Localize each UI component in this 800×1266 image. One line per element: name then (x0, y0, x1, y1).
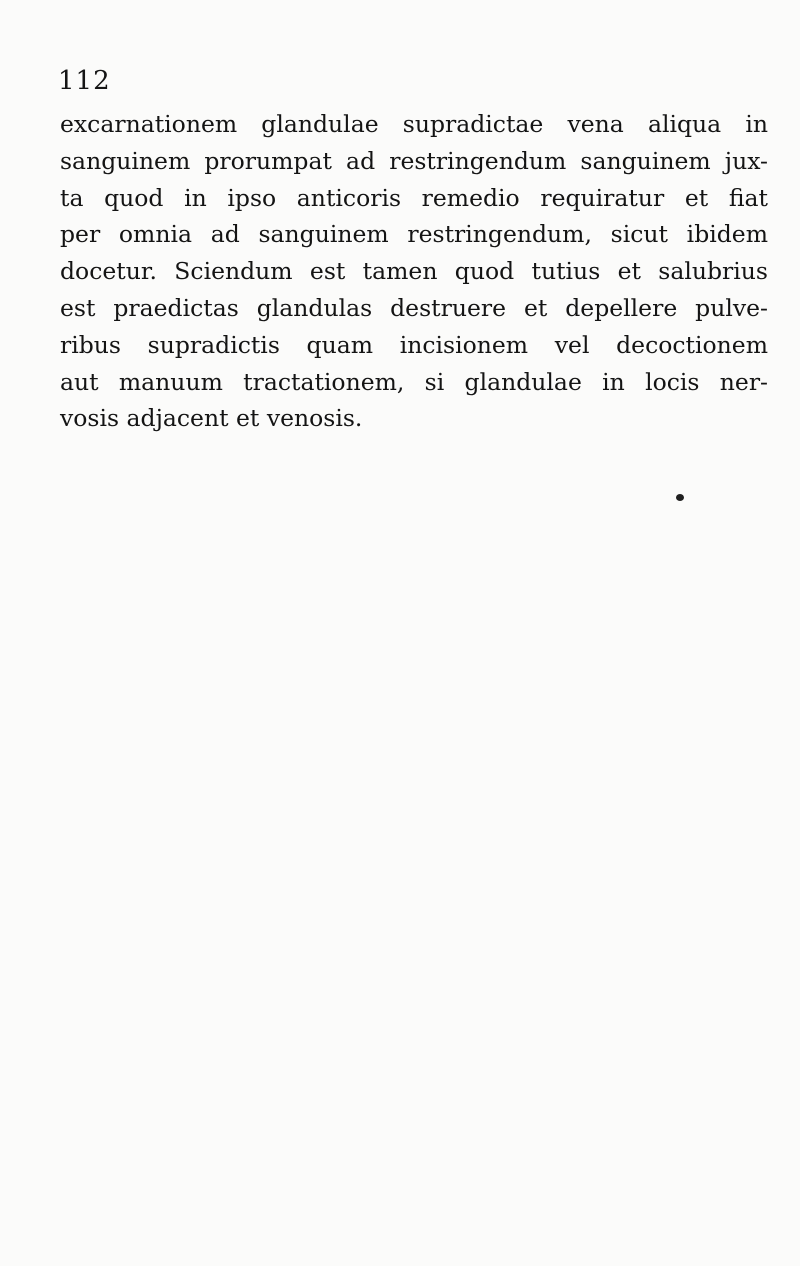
text-line: ta quod in ipso anticoris remedio requiratur et fiat (60, 183, 768, 212)
text-line: excarnationem glandulae supradictae vena aliqua in (60, 110, 768, 138)
text-line: aut manuum tractationem, si glandulae in locis ner- (60, 367, 768, 396)
page-number: 112 (58, 66, 111, 96)
body-text (60, 106, 768, 437)
text-line: vosis adjacent et venosis. (60, 404, 363, 433)
text-line: docetur. Sciendum est tamen quod tutius et salubrius (60, 257, 768, 286)
text-line: sanguinem prorumpat ad restringendum sanguinem jux- (60, 146, 768, 175)
text-line: ribus supradictis quam incisionem vel decoctionem (60, 330, 768, 359)
text-line: est praedictas glandulas destruere et depellere pulve- (60, 293, 768, 322)
ink-spot (676, 494, 684, 501)
text-line: per omnia ad sanguinem restringendum, sicut ibidem (60, 220, 768, 249)
